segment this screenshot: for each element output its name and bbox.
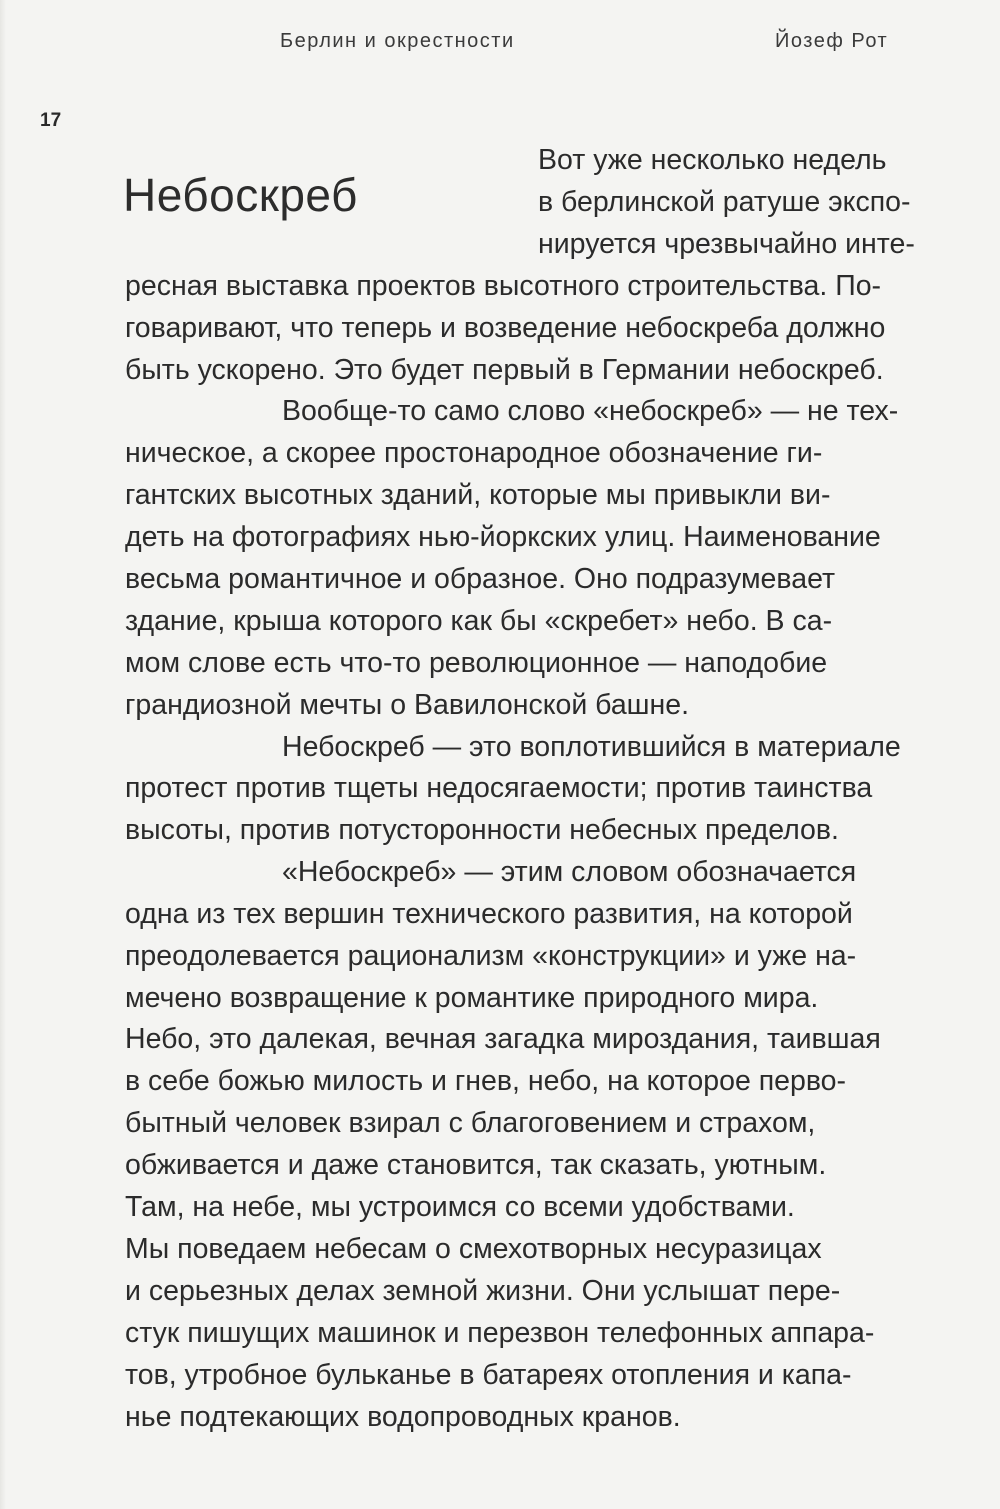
text-line: грандиозной мечты о Вавилонской башне. [125,689,690,721]
text-line: нируется чрезвычайно инте- [538,228,915,260]
page-number: 17 [40,110,62,131]
text-line: «Небоскреб» — этим словом обозначается [282,856,857,888]
text-line: гантских высотных зданий, которые мы привыкли ви- [125,479,831,511]
chapter-title: Небоскреб [123,169,358,221]
text-line: мом слове есть что-то революционное — наподобие [125,647,828,679]
text-line: весьма романтичное и образное. Оно подразумевает [125,563,836,595]
text-line: Вообще-то само слово «небоскреб» — не тех- [282,395,899,427]
text-line: мечено возвращение к романтике природного мира. [125,982,819,1014]
text-line: стук пишущих машинок и перезвон телефонных аппара- [125,1317,875,1349]
text-line: Небоскреб — это воплотившийся в материале [282,731,901,763]
running-head-author: Йозеф Рот [775,30,889,52]
text-line: преодолевается рационализм «конструкции» и уже на- [125,940,857,972]
text-line: нье подтекающих водопроводных кранов. [125,1401,681,1433]
text-line: быть ускорено. Это будет первый в Германии небоскреб. [125,354,884,386]
text-line: обживается и даже становится, так сказать, уютным. [125,1149,827,1181]
text-line: ническое, а скорее простонародное обозначение ги- [125,437,823,469]
text-line: бытный человек взирал с благоговением и страхом, [125,1107,816,1139]
text-line: ресная выставка проектов высотного строительства. По- [125,270,882,302]
text-line: деть на фотографиях нью-йоркских улиц. Наименование [125,521,881,553]
text-line: Небо, это далекая, вечная загадка мироздания, таившая [125,1023,881,1055]
text-line: здание, крыша которого как бы «скребет» небо. В са- [125,605,833,637]
text-line: высоты, против потусторонности небесных пределов. [125,814,839,846]
text-line: и серьезных делах земной жизни. Они услышат пере- [125,1275,841,1307]
text-line: Мы поведаем небесам о смехотворных несуразицах [125,1233,822,1265]
page-edge [0,0,6,1509]
text-line: в берлинской ратуше экспо- [538,186,911,218]
text-line: в себе божью милость и гнев, небо, на которое перво- [125,1065,847,1097]
text-line: протест против тщеты недосягаемости; против таинства [125,772,873,804]
text-line: тов, утробное бульканье в батареях отопления и капа- [125,1359,852,1391]
running-head-section: Берлин и окрестности [280,30,515,52]
text-line: Там, на небе, мы устроимся со всеми удобствами. [125,1191,795,1223]
text-line: говаривают, что теперь и возведение небоскреба должно [125,312,886,344]
text-line: Вот уже несколько недель [538,144,887,176]
text-line: одна из тех вершин технического развития, на которой [125,898,853,930]
